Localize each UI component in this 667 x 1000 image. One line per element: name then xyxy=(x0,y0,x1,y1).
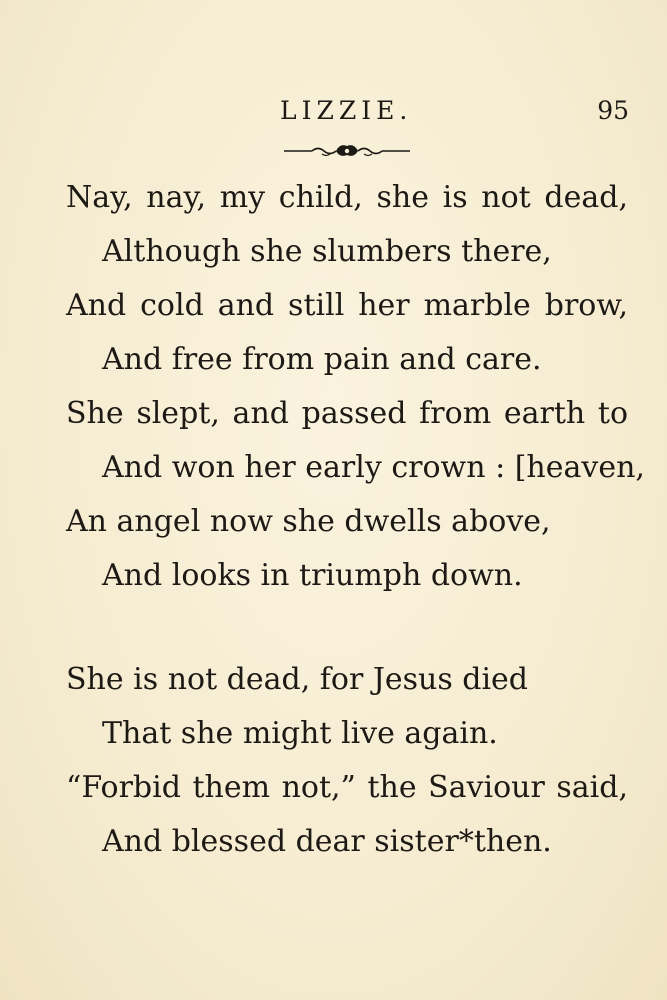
poem-line: And won her early crown : [heaven, xyxy=(102,450,645,485)
poem-line: She slept, and passed from earth to xyxy=(66,396,628,431)
poem-line: And blessed dear sister*then. xyxy=(102,824,552,859)
poem-line: And looks in triumph down. xyxy=(102,558,523,593)
page-number: 95 xyxy=(597,96,629,125)
poem-line: Although she slumbers there, xyxy=(102,234,552,269)
running-title: LIZZIE. xyxy=(280,96,413,125)
poem-line: “Forbid them not,” the Saviour said, xyxy=(66,770,628,805)
poem-line: That she might live again. xyxy=(102,716,498,751)
poem-line: And free from pain and care. xyxy=(102,342,542,377)
decorative-scroll-rule-icon xyxy=(282,142,412,160)
poem-line: Nay, nay, my child, she is not dead, xyxy=(66,180,628,215)
poem-line: And cold and still her marble brow, xyxy=(66,288,628,323)
poem-line: An angel now she dwells above, xyxy=(66,504,551,539)
poem-line: She is not dead, for Jesus died xyxy=(66,662,529,697)
